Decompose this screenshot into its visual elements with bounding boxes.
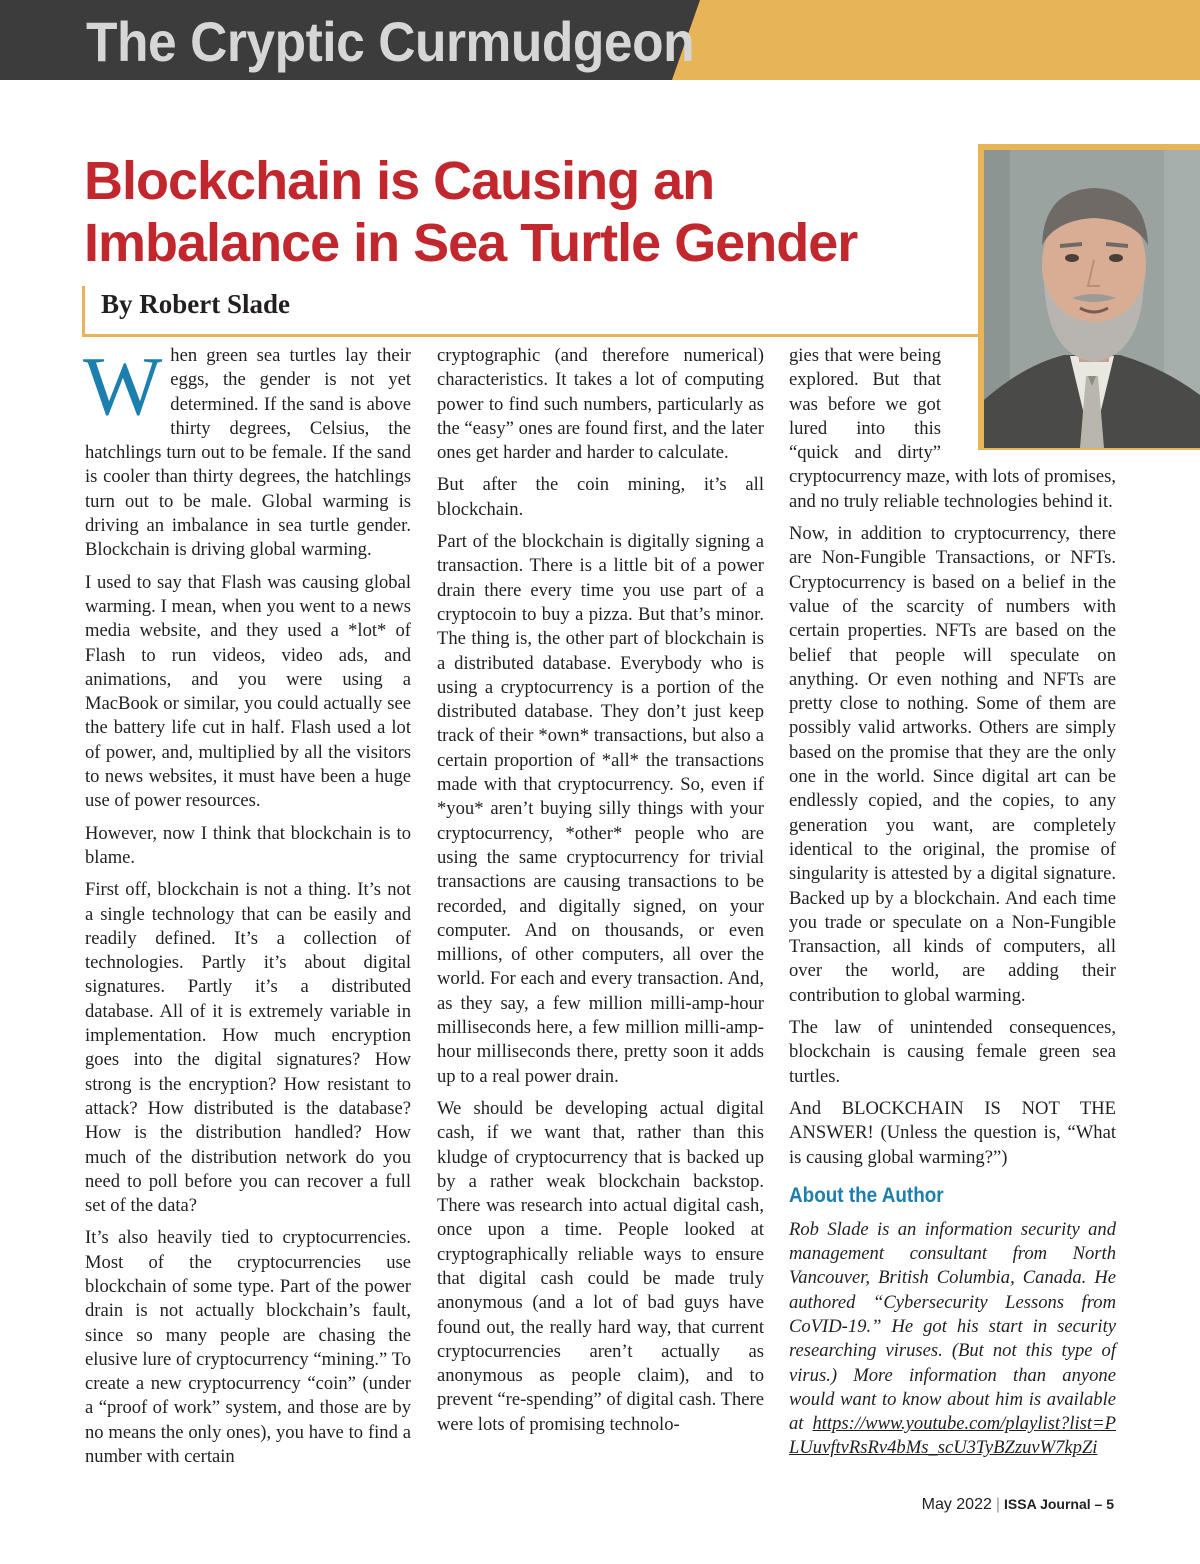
photo-wrap-space — [941, 344, 1116, 465]
author-bio — [789, 1218, 1116, 1461]
journal-page-number: ISSA Journal – 5 — [1004, 1496, 1114, 1512]
paragraph: However, now I think that blockchain is to blame. — [85, 822, 411, 868]
paragraph: And BLOCKCHAIN IS NOT THE ANSWER! (Unless the question is, “What is causing global warming?”) — [789, 1097, 1116, 1168]
paragraph-text: gies that were being explored. But that was before we got lured into this “quick and dirty” cryptocurrency maze, with lots of promises, and no truly reliable technologies behind it. — [789, 345, 1116, 512]
issue-date: May 2022 — [921, 1496, 992, 1513]
paragraph — [789, 344, 1116, 514]
about-author-heading: About the Author — [789, 1183, 944, 1207]
paragraph: I used to say that Flash was causing global warming. I mean, when you went to a news media website, and they used a *lot* of Flash to run videos, video ads, and animations, and you were using a MacBook or similar, you could actually see the battery life cut in half. Flash used a lot of power, and, multiplied by all the visitors to news websites, it must have been a huge use of power resources. — [85, 571, 411, 812]
footer-separator: | — [995, 1496, 1001, 1513]
header-accent-band — [672, 0, 1200, 80]
paragraph: We should be developing actual digital cash, if we want that, rather than this kludge of cryptocurrency that is backed up by a rather weak blockchain backstop. There was research into actual digital cash, once upon a time. People looked at cryptographically reliable ways to ensure that digital cash could be made truly anonymous (and a lot of bad guys have found out, the really hard way, that current cryptocurrencies aren’t actually as anonymous as people claim), and to prevent “re-spending” of digital cash. There were lots of promising technolo- — [437, 1097, 764, 1435]
opening-paragraph — [83, 340, 411, 563]
article-column-3 — [789, 344, 1116, 1469]
author-playlist-link[interactable]: https://www.youtube.com/playlist?list=PLUuvftvRsRv4bMs_scU3TyBZzuvW7kpZi — [789, 1413, 1116, 1459]
paragraph: It’s also heavily tied to cryptocurrencies. Most of the cryptocurrencies use blockchain of some type. Part of the power drain is not actually blockchain’s fault, since so many people are chasing the elusive lure of cryptocurrency “mining.” To create a new cryptocurrency “coin” (under a “proof of work” system, and those are by no means the only ones), you have to find a number with certain — [85, 1227, 411, 1468]
paragraph: The law of unintended consequences, blockchain is causing female green sea turtles. — [789, 1017, 1116, 1087]
section-title: The Cryptic Curmudgeon — [86, 10, 695, 73]
byline-divider — [82, 334, 982, 337]
byline: By Robert Slade — [101, 289, 290, 319]
page-footer — [922, 1496, 1114, 1514]
byline-accent-bar — [82, 286, 85, 334]
paragraph-text: hen green sea turtles lay their eggs, the gender is not yet determined. If the sand is above thirty degrees, Celsius, the hatchlings turn out to be female. If the sand is cooler than thirty degrees, the hatchlings turn out to be male. Global warming is driving an imbalance in sea turtle gender. Blockchain is driving global warming. — [85, 345, 411, 561]
paragraph: But after the coin mining, it’s all blockchain. — [437, 474, 764, 520]
article-column-2 — [437, 344, 764, 1445]
drop-cap: W — [83, 340, 163, 433]
paragraph: cryptographic (and therefore numerical) characteristics. It takes a lot of computing power to find such numbers, particularly as the “easy” ones are found first, and the later ones get harder and harder to calculate. — [437, 345, 764, 464]
article-headline: Blockchain is Causing an Imbalance in Sea Turtle Gender — [84, 151, 858, 273]
author-bio-text: Rob Slade is an information security and management consultant from North Vancouver, British Columbia, Canada. He authored “Cybersecurity Lessons from CoVID-19.” He got his start in security researching viruses. (But not this type of virus.) More information than anyone would want to know about him is available at — [789, 1218, 1116, 1435]
paragraph: Part of the blockchain is digitally signing a transaction. There is a little bit of a power drain there every time you use part of a cryptocoin to buy a pizza. But that’s minor. The thing is, the other part of blockchain is a distributed database. Everybody who is using a cryptocurrency is a portion of the distributed database. They don’t just keep track of their *own* transactions, but also a certain proportion of *all* the transactions made with that cryptocurrency. So, even if *you* aren’t buying silly things with your cryptocurrency, *other* people who are using the same cryptocurrency for trivial transactions are causing transactions to be recorded, and digitally signed, on your computer. And on thousands, or even millions, of other computers, all over the world. For each and every transaction. And, as they say, a few million milli-amp-hour milliseconds here, a few million milli-amp-hour milliseconds there, pretty soon it adds up to a real power drain. — [437, 531, 764, 1087]
paragraph: Now, in addition to cryptocurrency, there are Non-Fungible Transactions, or NFTs. Cryptocurrency is based on a belief in the value of the scarcity of numbers with certain properties. NFTs are based on the belief that people will speculate on anything. Or even nothing and NFTs are pretty close to nothing. Some of them are possibly valid artworks. Others are simply based on the promise that they are the only one in the world. Since digital art can be endlessly copied, and the copies, to any generation you want, are completely identical to the original, the promise of singularity is attested by a digital signature. Backed up by a blockchain. And each time you trade or speculate on a Non-Fungible Transaction, all kinds of computers, all over the world, are adding their contribution to global warming. — [789, 523, 1116, 1006]
article-column-1 — [83, 340, 411, 1477]
paragraph: First off, blockchain is not a thing. It’s not a single technology that can be easily and readily defined. It’s a collection of technologies. Partly it’s about digital signatures. Partly it’s a distributed database. All of it is extremely variable in implementation. How much encryption goes into the digital signatures? How strong is the encryption? How resistant to attack? How distributed is the database? How is the distribution handled? How much of the distribution network do you need to poll before you can recover a full set of the data? — [85, 879, 411, 1217]
